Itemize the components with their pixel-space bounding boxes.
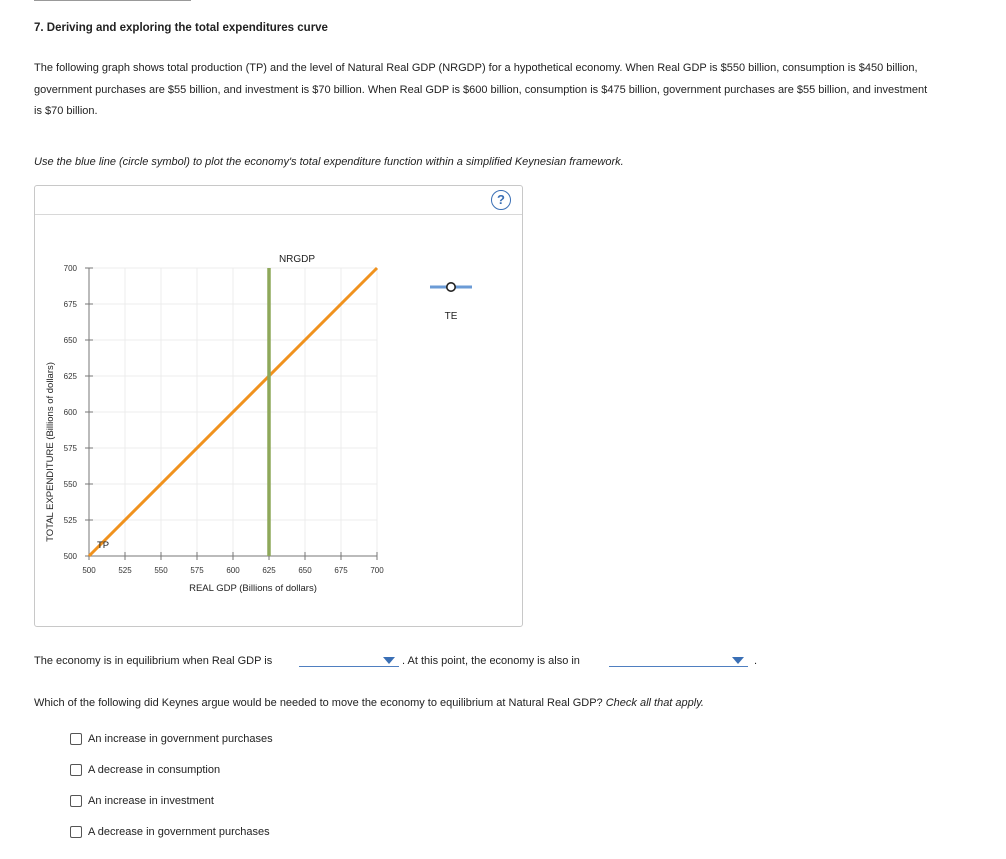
x-tick-label: 600 <box>226 566 240 575</box>
te-tool-circle-icon <box>447 283 455 291</box>
option-label: A decrease in consumption <box>88 764 221 776</box>
help-button[interactable]: ? <box>491 190 511 210</box>
question-title: 7. Deriving and exploring the total expenditures curve <box>34 22 328 34</box>
equilibrium-text-middle: . At this point, the economy is also in <box>402 655 580 667</box>
tp-label: TP <box>97 540 110 551</box>
y-tick-label: 600 <box>63 408 77 417</box>
x-tick-label: 575 <box>190 566 204 575</box>
chevron-down-icon <box>732 657 744 664</box>
equilibrium-text-before: The economy is in equilibrium when Real GDP is <box>34 655 273 667</box>
te-tool-label: TE <box>444 311 458 322</box>
equilibrium-row <box>34 652 794 674</box>
real-gdp-dropdown[interactable] <box>299 652 399 667</box>
chevron-down-icon <box>383 657 395 664</box>
nrgdp-label: NRGDP <box>278 254 316 265</box>
option-label: An increase in government purchases <box>88 733 273 745</box>
keynes-question <box>34 697 704 709</box>
x-axis-title: REAL GDP (Billions of dollars) <box>189 583 317 594</box>
checkbox[interactable] <box>70 733 82 745</box>
keynes-question-text: Which of the following did Keynes argue would be needed to move the economy to equilibrium at Natural Real GDP? <box>34 697 603 709</box>
top-divider <box>34 0 191 1</box>
y-tick-label: 525 <box>63 516 77 525</box>
y-tick-label: 675 <box>63 300 77 309</box>
option-label: A decrease in government purchases <box>88 826 270 838</box>
keynes-question-note: Check all that apply. <box>605 697 704 709</box>
y-tick-label: 550 <box>63 480 77 489</box>
x-tick-label: 500 <box>82 566 96 575</box>
equilibrium-text-end: . <box>754 655 758 667</box>
y-tick-label: 625 <box>63 372 77 381</box>
x-tick-label: 550 <box>154 566 168 575</box>
economy-state-dropdown[interactable] <box>609 652 748 667</box>
y-tick-label: 650 <box>63 336 77 345</box>
x-tick-label: 700 <box>370 566 384 575</box>
question-instruction: Use the blue line (circle symbol) to plot the economy's total expenditure function within a simplified Keynesian framework. <box>34 156 624 168</box>
x-tick-label: 625 <box>262 566 276 575</box>
x-tick-label: 650 <box>298 566 312 575</box>
question-paragraph: The following graph shows total production (TP) and the level of Natural Real GDP (NRGDP) for a hypothetical economy. When Real GDP is $550 billion, consumption is $450 billion, government purchases are $55 billion, and investment is $70 billion. When Real GDP is $600 billion, consumption is $475 billion, government purchases are $55 billion, and investment is $70 billion. <box>34 62 928 117</box>
checkbox[interactable] <box>70 764 82 776</box>
y-tick-label: 700 <box>63 264 77 273</box>
y-tick-label: 575 <box>63 444 77 453</box>
y-tick-label: 500 <box>63 552 77 561</box>
te-chart[interactable] <box>35 186 522 626</box>
checkbox[interactable] <box>70 826 82 838</box>
graph-panel <box>34 185 523 627</box>
option-label: An increase in investment <box>88 795 214 807</box>
y-axis-title: TOTAL EXPENDITURE (Billions of dollars) <box>45 362 56 542</box>
x-tick-label: 675 <box>334 566 348 575</box>
x-tick-label: 525 <box>118 566 132 575</box>
checkbox[interactable] <box>70 795 82 807</box>
